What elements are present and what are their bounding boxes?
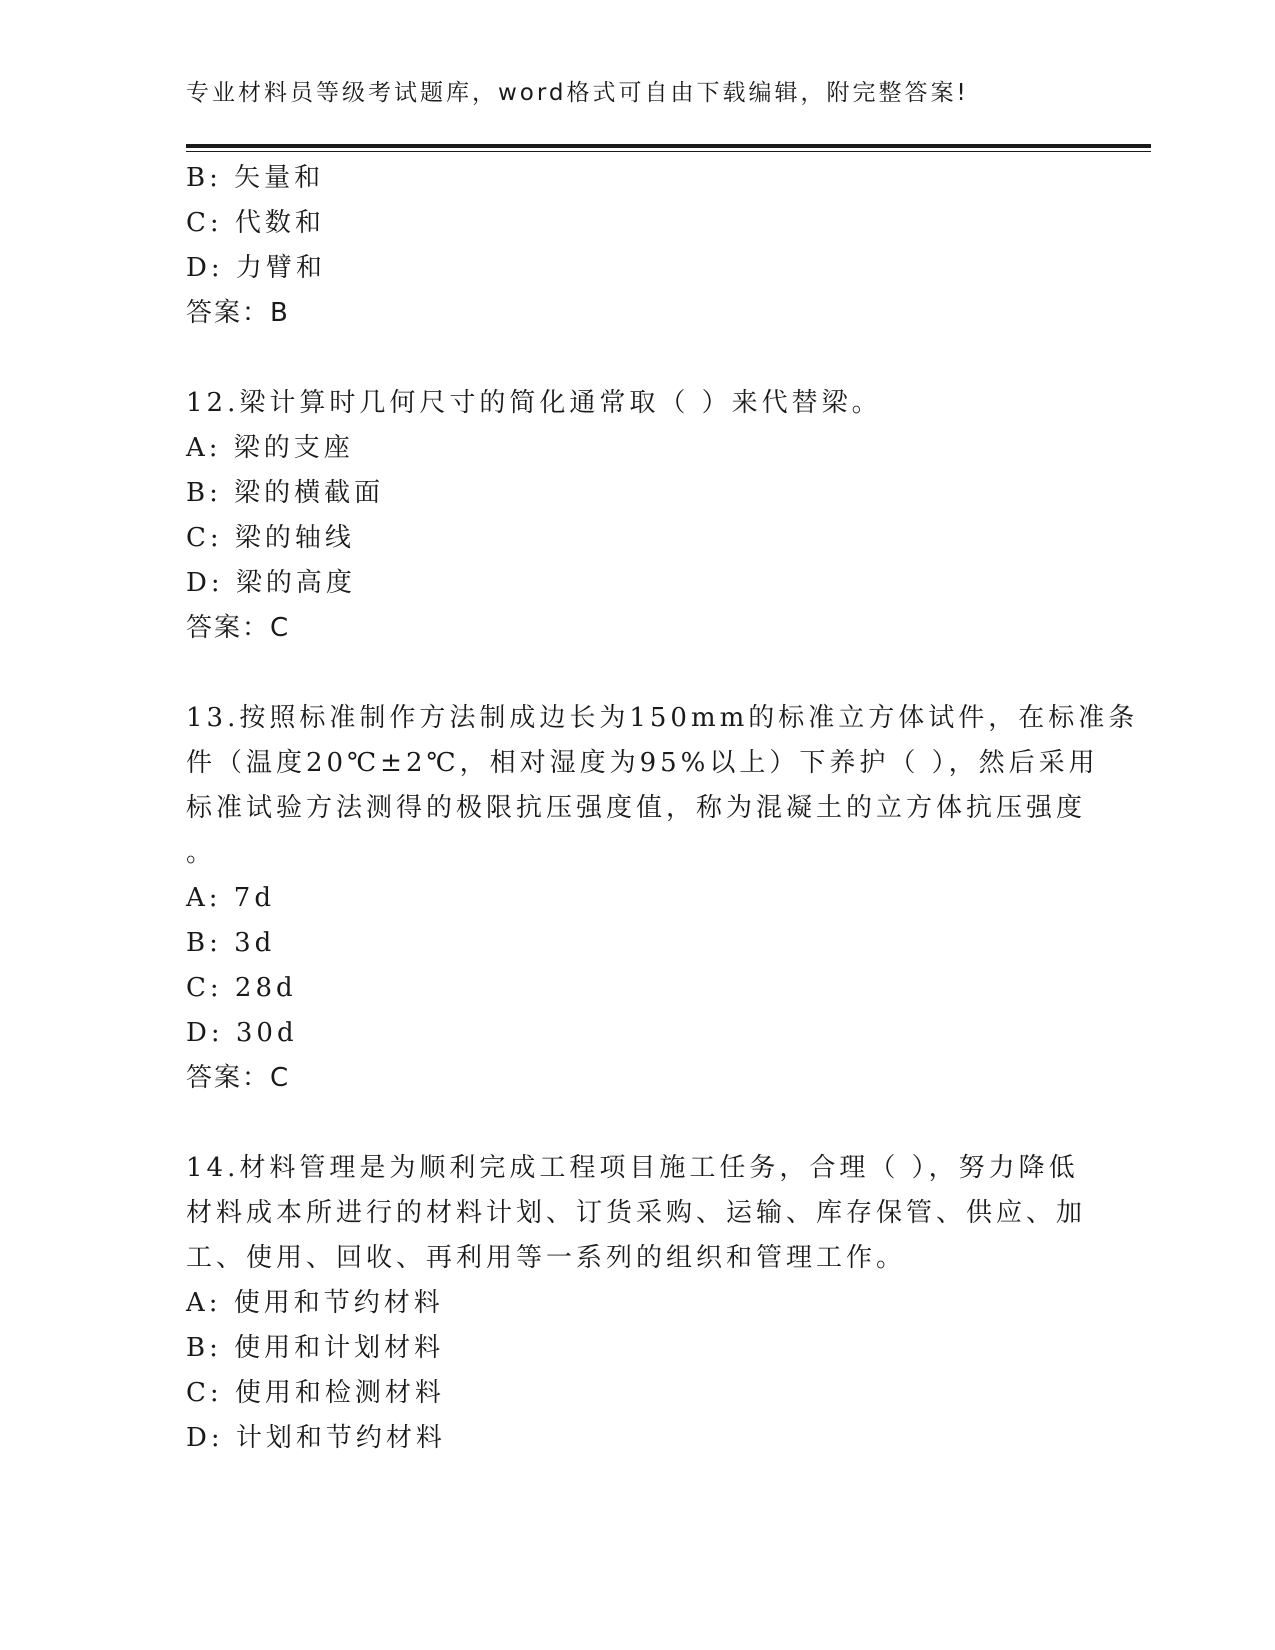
question-13-text: 13.按照标准制作方法制成边长为150mm的标准立方体试件，在标准条: [186, 703, 1139, 733]
option-c: C: 代数和: [186, 208, 325, 238]
question-13-text: 。: [186, 838, 217, 868]
answer: 答案：C: [186, 613, 291, 643]
answer: 答案：C: [186, 1063, 291, 1093]
option-d: D: 力臂和: [186, 253, 326, 283]
question-13-text: 标准试验方法测得的极限抗压强度值，称为混凝土的立方体抗压强度: [186, 793, 1087, 823]
question-14-text: 工、使用、回收、再利用等一系列的组织和管理工作。: [186, 1243, 907, 1273]
option-c: C: 梁的轴线: [186, 523, 355, 553]
option-d: D: 计划和节约材料: [186, 1423, 446, 1453]
option-b: B: 使用和计划材料: [186, 1333, 445, 1363]
option-c: C: 使用和检测材料: [186, 1378, 445, 1408]
option-a: A: 7d: [186, 883, 275, 913]
option-a: A: 梁的支座: [186, 433, 354, 463]
option-a: A: 使用和节约材料: [186, 1288, 444, 1318]
option-b: B: 3d: [186, 928, 276, 958]
option-b: B: 梁的横截面: [186, 478, 385, 508]
answer: 答案：B: [186, 298, 290, 328]
page-header: 专业材料员等级考试题库，word格式可自由下载编辑，附完整答案!: [186, 80, 969, 106]
option-b: B: 矢量和: [186, 163, 325, 193]
question-13-text: 件（温度20℃±2℃，相对湿度为95%以上）下养护（ ），然后采用: [186, 748, 1099, 778]
header-rule-thick: [186, 144, 1151, 148]
question-14-text: 14.材料管理是为顺利完成工程项目施工任务，合理（ ），努力降低: [186, 1153, 1079, 1183]
option-d: D: 梁的高度: [186, 568, 356, 598]
question-14-text: 材料成本所进行的材料计划、订货采购、运输、库存保管、供应、加: [186, 1198, 1087, 1228]
option-d: D: 30d: [186, 1018, 298, 1048]
header-rule-thin: [186, 151, 1151, 152]
option-c: C: 28d: [186, 973, 297, 1003]
question-12-text: 12.梁计算时几何尺寸的简化通常取（ ）来代替梁。: [186, 388, 882, 418]
